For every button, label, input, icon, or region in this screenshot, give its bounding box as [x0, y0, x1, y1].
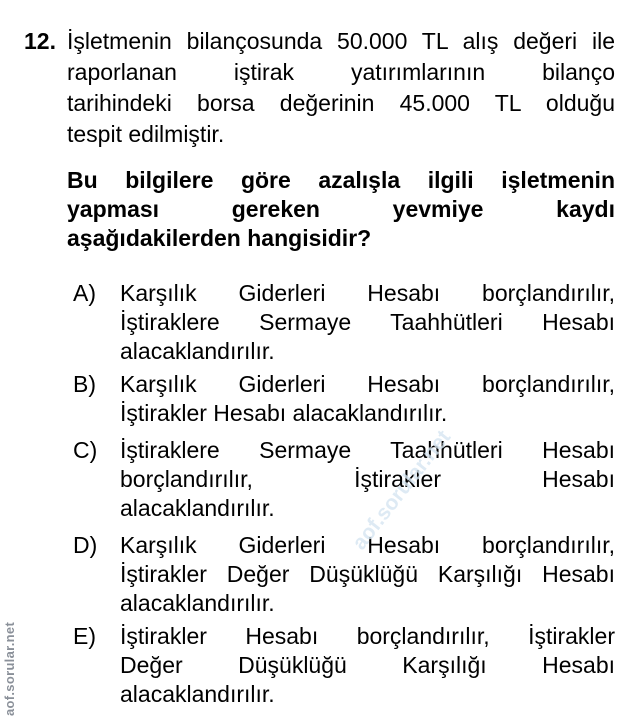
option-text — [120, 436, 615, 523]
option-letter: B) — [73, 371, 96, 397]
option-letter: D) — [73, 532, 98, 558]
option-letter: C) — [73, 437, 98, 463]
prompt-line: aşağıdakilerden hangisidir? — [67, 225, 372, 251]
diagonal-watermark: aof.sorular.net — [348, 425, 456, 555]
option-text — [120, 622, 615, 709]
option-line: alacaklandırılır. — [120, 681, 275, 707]
option-line: alacaklandırılır. — [120, 495, 275, 521]
stem-line: tespit edilmiştir. — [67, 121, 225, 147]
option-line: alacaklandırılır. — [120, 590, 275, 616]
option-line: İştirakler Hesabı alacaklandırılır. — [120, 400, 448, 426]
prompt-line: Bu bilgilere göre azalışla ilgili işletmenin — [67, 167, 615, 193]
option-line: İştirakler Değer Düşüklüğü Karşılığı Hesabı — [120, 561, 615, 587]
option-text — [120, 279, 615, 366]
question-stem — [67, 26, 615, 150]
option-line: Karşılık Giderleri Hesabı borçlandırılır, — [120, 532, 615, 558]
stem-line: tarihindeki borsa değerinin 45.000 TL olduğu — [67, 90, 615, 116]
option-line: İştiraklere Sermaye Taahhütleri Hesabı — [120, 437, 615, 463]
option-line: Karşılık Giderleri Hesabı borçlandırılır, — [120, 371, 615, 397]
option-line: Değer Düşüklüğü Karşılığı Hesabı — [120, 652, 615, 678]
stem-line: raporlanan iştirak yatırımlarının bilanço — [67, 59, 615, 85]
stem-line: İşletmenin bilançosunda 50.000 TL alış değeri ile — [67, 28, 615, 54]
side-watermark: aof.sorular.net — [2, 621, 17, 716]
option-text — [120, 370, 615, 428]
question-number: 12. — [24, 28, 56, 54]
prompt-line: yapması gereken yevmiye kaydı — [67, 196, 615, 222]
option-line: Karşılık Giderleri Hesabı borçlandırılır, — [120, 280, 615, 306]
option-line: İştiraklere Sermaye Taahhütleri Hesabı — [120, 309, 615, 335]
option-line: borçlandırılır, İştirakler Hesabı — [120, 466, 615, 492]
option-letter: E) — [73, 623, 96, 649]
question-prompt — [67, 166, 615, 253]
option-line: alacaklandırılır. — [120, 338, 275, 364]
option-letter: A) — [73, 280, 96, 306]
option-line: İştirakler Hesabı borçlandırılır, İştirakler — [120, 623, 615, 649]
